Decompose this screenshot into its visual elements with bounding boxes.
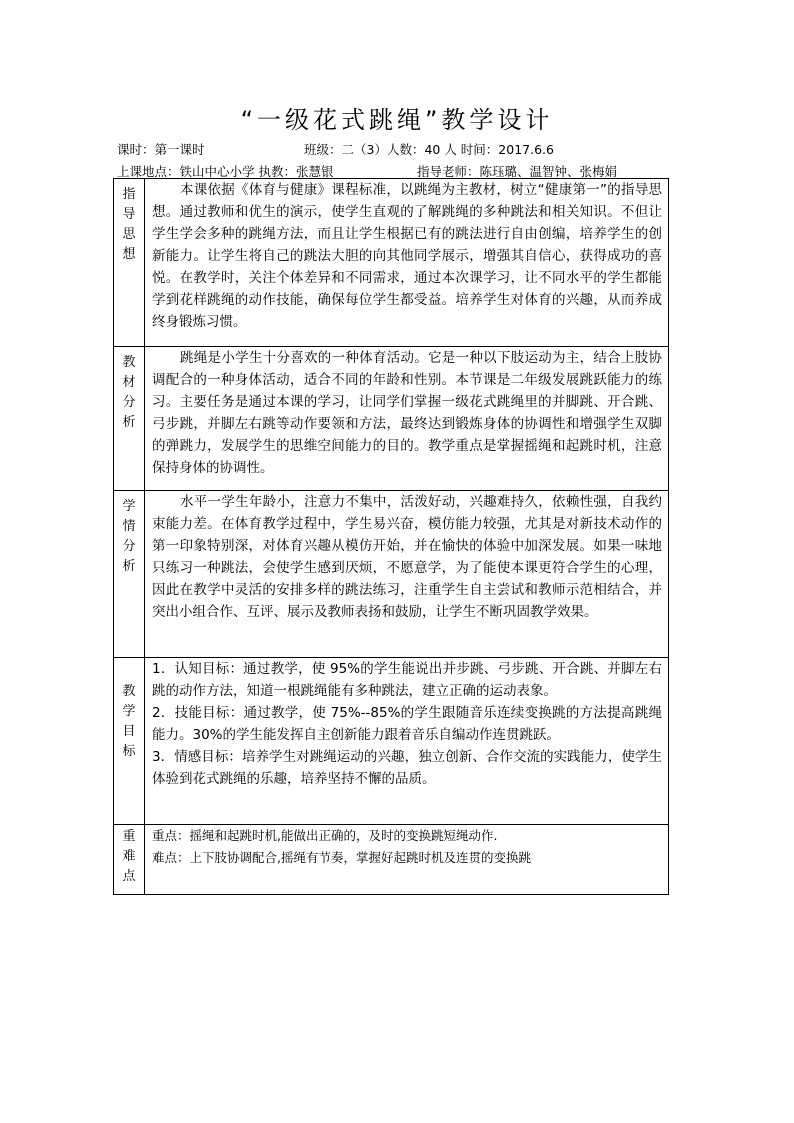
section-label (114, 347, 145, 491)
label-char: 点 (122, 869, 136, 884)
label-char: 材 (122, 375, 136, 390)
goal-cognitive: 1．认知目标：通过教学，使 95%的学生能说出并步跳、弓步跳、开合跳、并脚左右跳的动作方法，知道一根跳绳能有多种跳法，建立正确的运动表象。 (152, 661, 662, 699)
lesson-plan-table (113, 178, 669, 895)
difficult-point: 难点：上下肢协调配合,摇绳有节奏，掌握好起跳时机及连贯的变换跳 (152, 850, 531, 865)
section-body (145, 179, 669, 347)
label-char: 析 (122, 559, 136, 574)
label-char: 分 (122, 539, 136, 554)
label-char: 标 (122, 744, 136, 759)
section-row-student-analysis (114, 491, 669, 658)
section-body (145, 347, 669, 491)
section-body (145, 491, 669, 658)
document-title: “一级花式跳绳”教学设计 (240, 106, 554, 134)
section-row-guiding-ideology (114, 179, 669, 347)
section-body (145, 825, 669, 895)
label-char: 指 (122, 187, 136, 202)
section-label (114, 658, 145, 825)
key-point: 重点：摇绳和起跳时机,能做出正确的，及时的变换跳短绳动作. (152, 828, 498, 843)
section-label (114, 491, 145, 658)
location-info: 上课地点：铁山中心小学 执教：张慧银 (117, 164, 334, 179)
label-char: 难 (122, 849, 136, 864)
section-row-key-points (114, 825, 669, 895)
advisors-info: 指导老师：陈珏璐、温智钟、张梅娟 (417, 164, 618, 179)
label-char: 情 (122, 519, 136, 534)
section-text: 跳绳是小学生十分喜欢的一种体育活动。它是一种以下肢运动为主，结合上肢协调配合的一种身体活动，适合不同的年龄和性别。本节课是二年级发展跳跃能力的练习。主要任务是通过本课的学习，让同学们掌握一级花式跳绳里的并脚跳、开合跳、弓步跳，并脚左右跳等动作要领和方法，最终达到锻炼身体的协调性和增强学生双脚的弹跳力，发展学生的思维空间能力的目的。教学重点是掌握摇绳和起跳时机，注意保持身体的协调性。 (152, 350, 662, 476)
label-char: 想 (122, 247, 136, 262)
label-char: 导 (122, 207, 136, 222)
goal-skill: 2．技能目标：通过教学，使 75%--85%的学生跟随音乐连续变换跳的方法提高跳绳能力。30%的学生能发挥自主创新能力跟着音乐自编动作连贯跳跃。 (152, 705, 662, 743)
section-row-teaching-goals (114, 658, 669, 825)
label-char: 学 (122, 704, 136, 719)
section-text: 水平一学生年龄小，注意力不集中，活泼好动，兴趣难持久，依赖性强，自我约束能力差。在体育教学过程中，学生易兴奋，模仿能力较强，尤其是对新技术动作的第一印象特别深，对体育兴趣从模仿开始，并在愉快的体验中加深发展。如果一味地只练习一种跳法，会使学生感到厌烦，不愿意学，为了能使本课更符合学生的心理，因此在教学中灵活的安排多样的跳法练习，注重学生自主尝试和教师示范相结合，并突出小组合作、互评、展示及教师表扬和鼓励，让学生不断巩固教学效果。 (152, 494, 662, 620)
label-char: 学 (122, 499, 136, 514)
section-text: 本课依据《体育与健康》课程标准，以跳绳为主教材，树立“健康第一”的指导思想。通过教师和优生的演示，使学生直观的了解跳绳的多种跳法和相关知识。不但让学生学会多种的跳绳方法，而且让学生根据已有的跳法进行自由创编，培养学生的创新能力。让学生将自己的跳法大胆的向其他同学展示，增强其自信心，获得成功的喜悦。在教学时，关注个体差异和不同需求，通过本次课学习，让不同水平的学生都能学到花样跳绳的动作技能，确保每位学生都受益。培养学生对体育的兴趣，从而养成终身锻炼习惯。 (152, 182, 662, 330)
goal-emotional: 3．情感目标：培养学生对跳绳运动的兴趣，独立创新、合作交流的实践能力，使学生体验到花式跳绳的乐趣，培养坚持不懈的品质。 (152, 749, 662, 787)
lesson-info: 课时：第一课时 (117, 142, 205, 157)
class-info: 班级：二（3）人数：40 人 时间：2017.6.6 (304, 142, 554, 157)
label-char: 分 (122, 395, 136, 410)
label-char: 思 (122, 227, 136, 242)
label-char: 教 (122, 355, 136, 370)
label-char: 析 (122, 415, 136, 430)
meta-row-1 (117, 140, 554, 158)
section-row-material-analysis (114, 347, 669, 491)
section-body (145, 658, 669, 825)
label-char: 教 (122, 684, 136, 699)
label-char: 目 (122, 724, 136, 739)
section-label (114, 179, 145, 347)
label-char: 重 (122, 829, 136, 844)
section-label (114, 825, 145, 895)
